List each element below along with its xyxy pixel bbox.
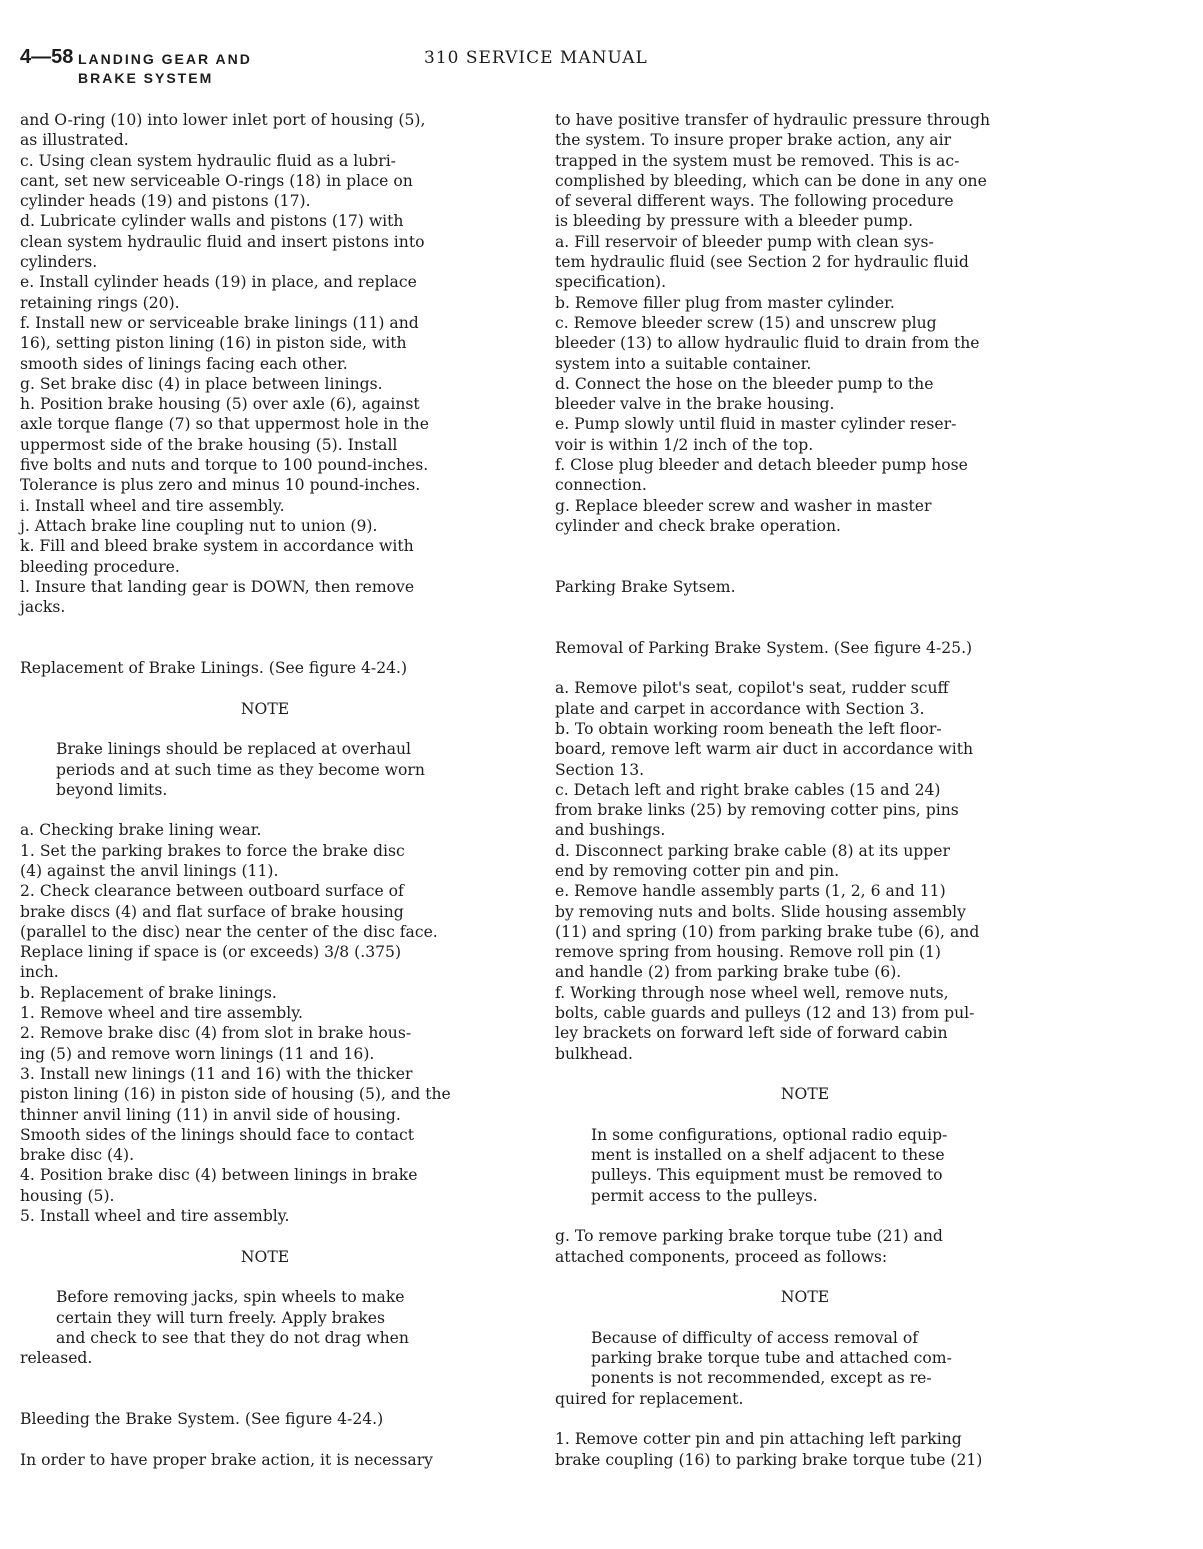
text-line: b. Replacement of brake linings. — [20, 983, 277, 1002]
text-line: brake disc (4). — [20, 1146, 135, 1165]
text-line: system into a suitable container. — [555, 354, 812, 373]
text-line: released. — [20, 1349, 93, 1368]
blank-line — [20, 678, 510, 698]
text-line: j. Attach brake line coupling nut to union (9). — [20, 516, 378, 535]
text-line: and bushings. — [555, 821, 666, 840]
note-text-line: Because of difficulty of access removal of — [591, 1328, 919, 1347]
text-line: Bleeding the Brake System. (See figure 4-24.) — [20, 1410, 384, 1428]
text-line: Tolerance is plus zero and minus 10 pound-inches. — [20, 476, 421, 495]
text-line: g. To remove parking brake torque tube (21) and — [555, 1227, 943, 1246]
note-text-line: Brake linings should be replaced at overhaul — [56, 740, 412, 759]
text-line: 3. Install new linings (11 and 16) with the thicker — [20, 1064, 413, 1083]
text-line: retaining rings (20). — [20, 293, 180, 312]
note-text-line: In some configurations, optional radio equip- — [591, 1125, 948, 1144]
text-line: (parallel to the disc) near the center of the disc face. — [20, 922, 438, 941]
note-heading: NOTE — [240, 699, 290, 718]
text-line: housing (5). — [20, 1186, 115, 1205]
blank-line — [20, 617, 510, 637]
text-line: 5. Install wheel and tire assembly. — [20, 1207, 290, 1226]
text-line: (4) against the anvil linings (11). — [20, 861, 279, 880]
blank-line — [20, 719, 510, 739]
text-line: complished by bleeding, which can be done in any one — [555, 171, 987, 190]
text-line: 2. Remove brake disc (4) from slot in brake hous- — [20, 1024, 412, 1043]
text-line: uppermost side of the brake housing (5). Install — [20, 435, 398, 454]
text-line: 2. Check clearance between outboard surface of — [20, 882, 404, 901]
blank-line — [555, 1105, 1055, 1125]
text-line: h. Position brake housing (5) over axle (6), against — [20, 395, 420, 414]
text-line: is bleeding by pressure with a bleeder pump. — [555, 212, 914, 231]
blank-line — [555, 658, 1055, 678]
section-title — [78, 50, 252, 88]
blank-line — [555, 1409, 1055, 1429]
note-text-line: beyond limits. — [56, 780, 168, 799]
blank-line — [20, 1368, 510, 1388]
blank-line — [20, 638, 510, 658]
text-line: inch. — [20, 963, 59, 982]
text-line: smooth sides of linings facing each other. — [20, 354, 348, 373]
text-line: bulkhead. — [555, 1044, 633, 1063]
text-line: ing (5) and remove worn linings (11 and 16). — [20, 1044, 375, 1063]
blank-line — [20, 1267, 510, 1287]
text-line: a. Fill reservoir of bleeder pump with clean sys- — [555, 232, 934, 251]
text-line: brake coupling (16) to parking brake torque tube (21) — [555, 1450, 983, 1469]
text-line: cant, set new serviceable O-rings (18) in place on — [20, 171, 413, 190]
note-text-line: certain they will turn freely. Apply brakes — [56, 1308, 386, 1327]
section-title-line: LANDING GEAR AND — [78, 51, 252, 67]
text-line: d. Lubricate cylinder walls and pistons (17) with — [20, 212, 404, 231]
text-line: Section 13. — [555, 760, 645, 779]
text-line: a. Remove pilot's seat, copilot's seat, rudder scuff — [555, 679, 949, 698]
text-line: to have positive transfer of hydraulic pressure through — [555, 111, 991, 129]
note-text-line: Before removing jacks, spin wheels to make — [56, 1288, 405, 1307]
text-line: of several different ways. The following procedure — [555, 192, 954, 211]
text-line: (11) and spring (10) from parking brake tube (6), and — [555, 922, 980, 941]
text-line: voir is within 1/2 inch of the top. — [555, 435, 814, 454]
text-line: jacks. — [20, 598, 66, 617]
text-line: bolts, cable guards and pulleys (12 and 13) from pul- — [555, 1004, 975, 1023]
text-line: clean system hydraulic fluid and insert pistons into — [20, 232, 425, 251]
text-line: remove spring from housing. Remove roll pin (1) — [555, 943, 941, 962]
text-line: In order to have proper brake action, it is necessary — [20, 1450, 433, 1469]
text-line: 1. Set the parking brakes to force the brake disc — [20, 841, 405, 860]
text-line: the system. To insure proper brake action, any air — [555, 131, 952, 150]
text-line: thinner anvil lining (11) in anvil side of housing. — [20, 1105, 401, 1124]
text-line: 1. Remove wheel and tire assembly. — [20, 1004, 303, 1023]
text-line: and handle (2) from parking brake tube (6). — [555, 963, 902, 982]
text-line: axle torque flange (7) so that uppermost hole in the — [20, 415, 429, 434]
text-line: bleeder (13) to allow hydraulic fluid to drain from the — [555, 334, 980, 353]
text-line: from brake links (25) by removing cotter pins, pins — [555, 801, 959, 820]
note-heading: NOTE — [780, 1085, 830, 1104]
text-line: end by removing cotter pin and pin. — [555, 861, 840, 880]
text-line: as illustrated. — [20, 131, 129, 150]
right-column — [555, 110, 1055, 1470]
text-line: Smooth sides of the linings should face to contact — [20, 1125, 415, 1144]
text-line: attached components, proceed as follows: — [555, 1247, 888, 1266]
text-line: brake discs (4) and flat surface of brake housing — [20, 902, 404, 921]
text-line: g. Set brake disc (4) in place between linings. — [20, 374, 383, 393]
text-line: piston lining (16) in piston side of housing (5), and the — [20, 1085, 451, 1104]
text-line: f. Install new or serviceable brake linings (11) and — [20, 313, 419, 332]
text-line: d. Disconnect parking brake cable (8) at its upper — [555, 841, 950, 860]
blank-line — [555, 1206, 1055, 1226]
text-line: Removal of Parking Brake System. (See figure 4-25.) — [555, 638, 973, 657]
blank-line — [555, 617, 1055, 637]
blank-line — [20, 1429, 510, 1449]
note-text-line: periods and at such time as they become worn — [56, 760, 425, 779]
text-line: b. To obtain working room beneath the left floor- — [555, 719, 942, 738]
text-line: tem hydraulic fluid (see Section 2 for hydraulic fluid — [555, 253, 969, 272]
text-line: and O-ring (10) into lower inlet port of housing (5), — [20, 111, 426, 129]
text-line: specification). — [555, 273, 667, 292]
text-line: 1. Remove cotter pin and pin attaching left parking — [555, 1430, 962, 1449]
text-line: b. Remove filler plug from master cylinder. — [555, 293, 895, 312]
blank-line — [555, 1308, 1055, 1328]
text-line: bleeding procedure. — [20, 557, 180, 576]
text-line: cylinder and check brake operation. — [555, 516, 841, 535]
text-line: c. Using clean system hydraulic fluid as a lubri- — [20, 151, 396, 170]
page-number: 4—58 — [20, 46, 74, 68]
section-title-line: BRAKE SYSTEM — [78, 70, 214, 86]
text-line: board, remove left warm air duct in accordance with — [555, 740, 974, 759]
text-line: f. Close plug bleeder and detach bleeder pump hose — [555, 456, 968, 475]
manual-title: 310 SERVICE MANUAL — [424, 48, 648, 68]
text-line: trapped in the system must be removed. This is ac- — [555, 151, 960, 170]
text-line: cylinder heads (19) and pistons (17). — [20, 192, 311, 211]
text-line: Parking Brake Sytsem. — [555, 577, 736, 596]
blank-line — [555, 597, 1055, 617]
blank-line — [555, 1267, 1055, 1287]
text-line: f. Working through nose wheel well, remove nuts, — [555, 983, 949, 1002]
blank-line — [20, 800, 510, 820]
blank-line — [555, 1064, 1055, 1084]
blank-line — [20, 1226, 510, 1246]
text-line: c. Remove bleeder screw (15) and unscrew plug — [555, 313, 937, 332]
text-line: cylinders. — [20, 253, 98, 272]
text-line: connection. — [555, 476, 647, 495]
text-line: 4. Position brake disc (4) between linings in brake — [20, 1166, 418, 1185]
text-line: bleeder valve in the brake housing. — [555, 395, 835, 414]
blank-line — [555, 536, 1055, 556]
text-line: Replacement of Brake Linings. (See figure 4-24.) — [20, 659, 408, 678]
left-column — [20, 110, 510, 1470]
note-text-line: ponents is not recommended, except as re- — [591, 1369, 932, 1388]
note-heading: NOTE — [780, 1288, 830, 1307]
text-line: i. Install wheel and tire assembly. — [20, 496, 285, 515]
text-line: by removing nuts and bolts. Slide housing assembly — [555, 902, 966, 921]
note-text-line: parking brake torque tube and attached com- — [591, 1349, 952, 1368]
text-line: e. Pump slowly until fluid in master cylinder reser- — [555, 415, 957, 434]
note-text-line: and check to see that they do not drag when — [56, 1328, 409, 1347]
text-line: g. Replace bleeder screw and washer in master — [555, 496, 932, 515]
note-text-line: pulleys. This equipment must be removed to — [591, 1166, 943, 1185]
text-line: e. Install cylinder heads (19) in place, and replace — [20, 273, 417, 292]
text-line: 16), setting piston lining (16) in piston side, with — [20, 334, 407, 353]
note-heading: NOTE — [240, 1247, 290, 1266]
blank-line — [20, 1389, 510, 1409]
text-line: a. Checking brake lining wear. — [20, 821, 262, 840]
text-line: d. Connect the hose on the bleeder pump to the — [555, 374, 934, 393]
blank-line — [555, 557, 1055, 577]
text-line: e. Remove handle assembly parts (1, 2, 6 and 11) — [555, 882, 946, 901]
text-line: quired for replacement. — [555, 1389, 744, 1408]
text-line: l. Insure that landing gear is DOWN, then remove — [20, 577, 415, 596]
note-text-line: ment is installed on a shelf adjacent to these — [591, 1146, 945, 1165]
text-line: ley brackets on forward left side of forward cabin — [555, 1024, 948, 1043]
text-line: Replace lining if space is (or exceeds) 3/8 (.375) — [20, 943, 402, 962]
text-line: plate and carpet in accordance with Section 3. — [555, 699, 925, 718]
note-text-line: permit access to the pulleys. — [591, 1186, 818, 1205]
text-line: k. Fill and bleed brake system in accordance with — [20, 537, 414, 556]
text-line: c. Detach left and right brake cables (15 and 24) — [555, 780, 941, 799]
text-line: five bolts and nuts and torque to 100 pound-inches. — [20, 456, 429, 475]
